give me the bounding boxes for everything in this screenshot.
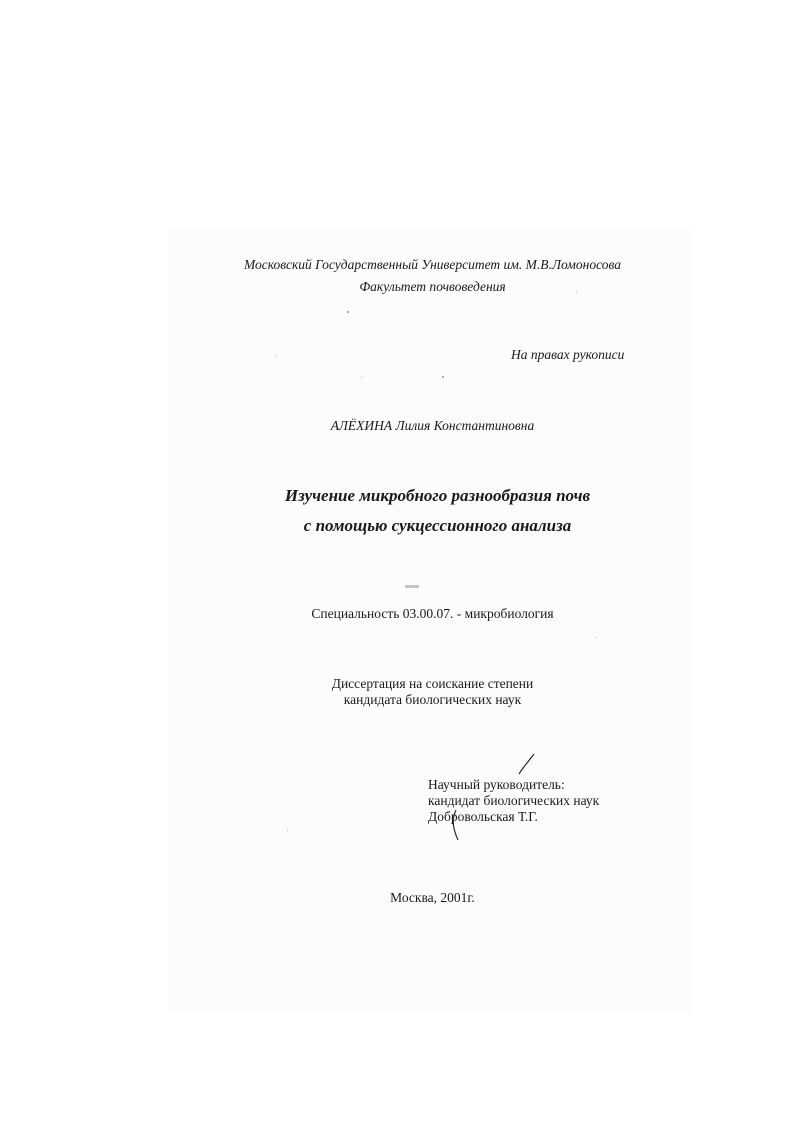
- advisor-label: Научный руководитель:: [428, 777, 565, 792]
- scan-speck: [442, 376, 444, 378]
- thesis-title-line-1: Изучение микробного разнообразия почв: [284, 486, 591, 505]
- thesis-title-line-2: с помощью сукцессионного анализа: [303, 516, 572, 535]
- city-year: Москва, 2001г.: [390, 890, 475, 905]
- scan-speck: [287, 830, 288, 831]
- scan-speck: [595, 637, 596, 638]
- scan-speck: [276, 356, 277, 357]
- faculty-name: Факультет почвоведения: [359, 279, 506, 294]
- manuscript-note: На правах рукописи: [511, 347, 625, 362]
- dissertation-line-2: кандидата биологических наук: [343, 692, 522, 707]
- scan-speck: [405, 585, 419, 588]
- specialty: Специальность 03.00.07. - микробиология: [311, 606, 554, 621]
- scan-speck: [347, 311, 349, 313]
- author-name: АЛЁХИНА Лилия Константиновна: [330, 418, 535, 433]
- advisor-name: Добровольская Т.Г.: [428, 809, 538, 824]
- scan-speck: [361, 377, 362, 378]
- university-name: Московский Государственный Университет им. М.В.Ломоносова: [243, 257, 622, 272]
- dissertation-line-1: Диссертация на соискание степени: [331, 676, 534, 691]
- advisor-degree: кандидат биологических наук: [428, 793, 600, 808]
